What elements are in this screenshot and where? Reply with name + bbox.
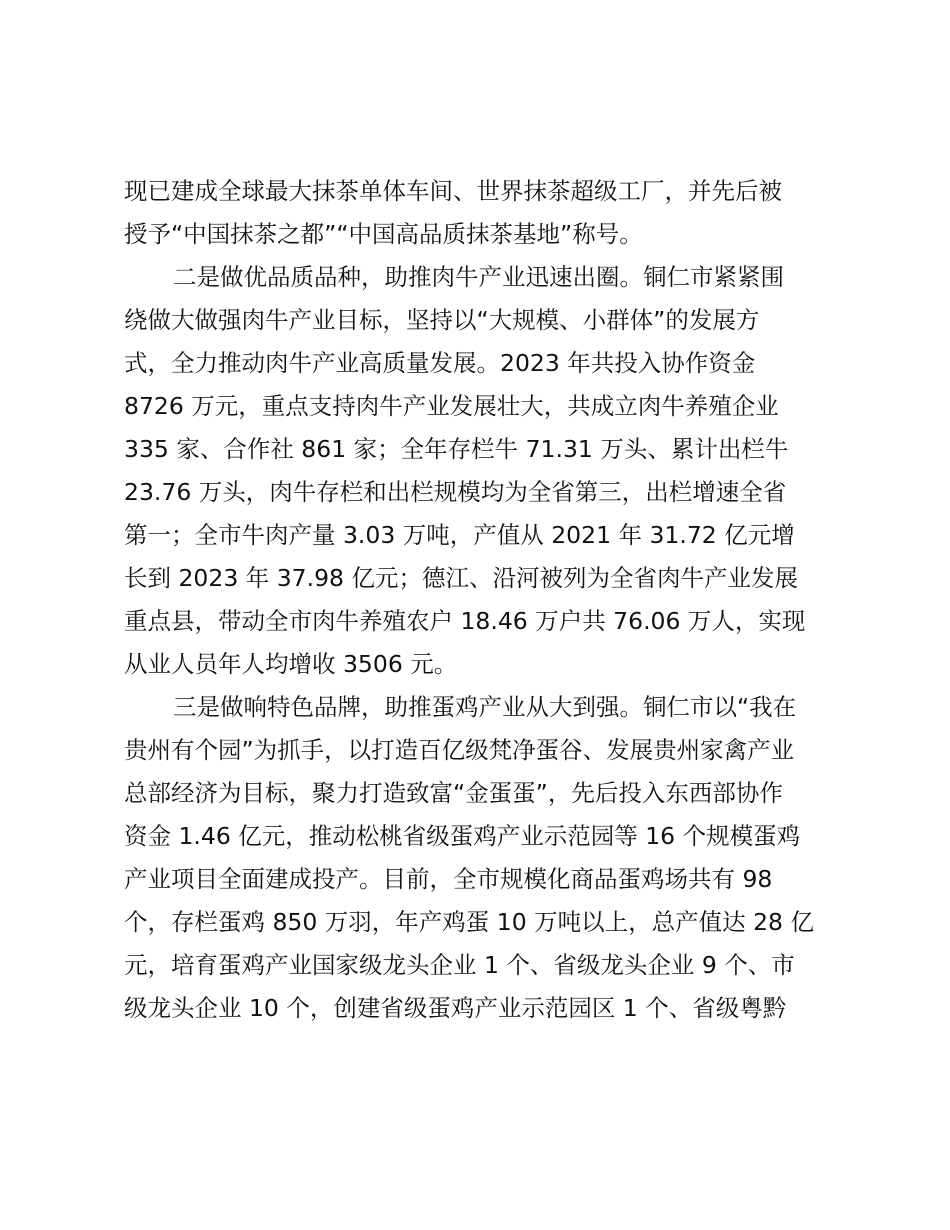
text-line: 绕做大做强肉牛产业目标，坚持以“大规模、小群体”的发展方 — [124, 306, 760, 334]
text-line: 8726 万元，重点支持肉牛产业发展壮大，共成立肉牛养殖企业 — [124, 392, 779, 420]
text-line: 授予“中国抹茶之都”“中国高品质抹茶基地”称号。 — [124, 220, 643, 248]
text-line: 现已建成全球最大抹茶单体车间、世界抹茶超级工厂，并先后被 — [124, 177, 782, 205]
text-line: 第一；全市牛肉产量 3.03 万吨，产值从 2021 年 31.72 亿元增 — [124, 521, 795, 549]
text-line: 重点县，带动全市肉牛养殖农户 18.46 万户共 76.06 万人，实现 — [124, 607, 806, 635]
text-line: 23.76 万头，肉牛存栏和出栏规模均为全省第三，出栏增速全省 — [124, 478, 787, 506]
text-line: 335 家、合作社 861 家；全年存栏牛 71.31 万头、累计出栏牛 — [124, 435, 789, 463]
text-line: 式，全力推动肉牛产业高质量发展。2023 年共投入协作资金 — [124, 349, 756, 377]
text-line: 贵州有个园”为抓手，以打造百亿级梵净蛋谷、发展贵州家禽产业 — [124, 736, 795, 764]
paragraph-heading-line: 三是做响特色品牌，助推蛋鸡产业从大到强。铜仁市以“我在 — [173, 693, 797, 721]
text-line: 级龙头企业 10 个，创建省级蛋鸡产业示范园区 1 个、省级粤黔 — [124, 994, 787, 1022]
text-line: 元，培育蛋鸡产业国家级龙头企业 1 个、省级龙头企业 9 个、市 — [124, 951, 795, 979]
text-line: 个，存栏蛋鸡 850 万羽，年产鸡蛋 10 万吨以上，总产值达 28 亿 — [124, 908, 814, 936]
paragraph-heading-line: 二是做优品质品种，助推肉牛产业迅速出圈。铜仁市紧紧围 — [173, 263, 784, 291]
text-line: 产业项目全面建成投产。目前，全市规模化商品蛋鸡场共有 98 — [124, 865, 773, 893]
text-line: 总部经济为目标，聚力打造致富“金蛋蛋”，先后投入东西部协作 — [124, 779, 783, 807]
text-line: 长到 2023 年 37.98 亿元；德江、沿河被列为全省肉牛产业发展 — [124, 564, 798, 592]
text-line: 从业人员年人均增收 3506 元。 — [124, 650, 458, 678]
body-text — [124, 170, 844, 1030]
text-line: 资金 1.46 亿元，推动松桃省级蛋鸡产业示范园等 16 个规模蛋鸡 — [124, 822, 801, 850]
